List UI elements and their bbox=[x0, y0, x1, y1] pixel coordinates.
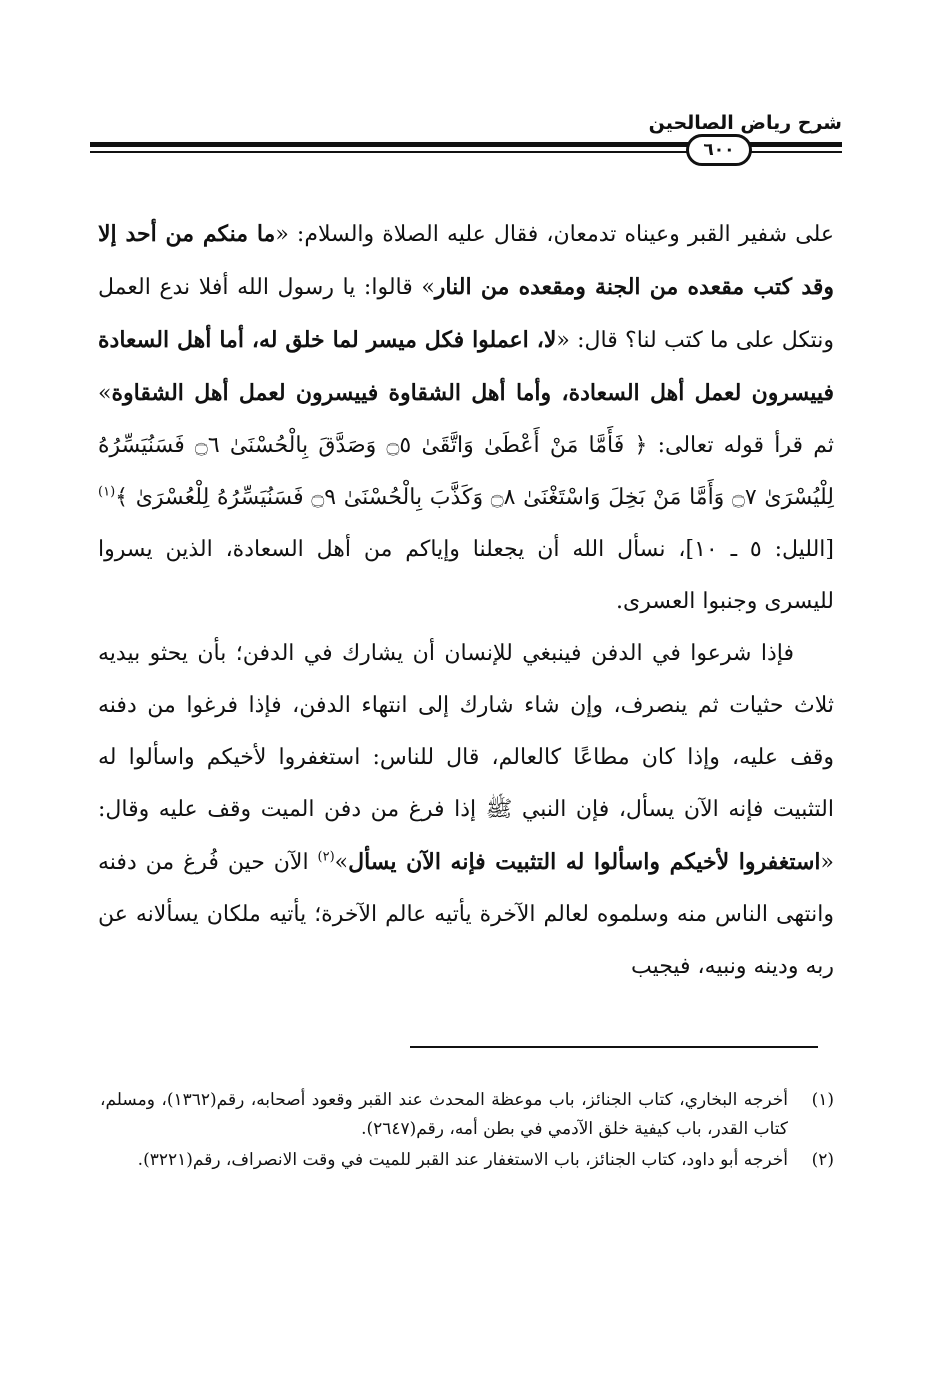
footnote-1 bbox=[100, 1086, 834, 1144]
footnote-text: أخرجه البخاري، كتاب الجنائز، باب موعظة المحدث عند القبر وقعود أصحابه، رقم(١٣٦٢)، ومسلم، كتاب القدر، باب كيفية خلق الآدمي في بطن أمه، رقم(٢٦٤٧). bbox=[100, 1090, 788, 1139]
main-text bbox=[98, 208, 834, 993]
hadith-quote: لا، اعملوا فكل ميسر لما خلق له، أما أهل السعادة فييسرون لعمل أهل السعادة، وأما أهل الشقاوة فييسرون لعمل أهل الشقاوة bbox=[98, 327, 834, 406]
footnote-number: (١) bbox=[811, 1090, 834, 1110]
text-run: [الليل: ٥ ـ ١٠]، نسأل الله أن يجعلنا وإياكم من أهل السعادة، الذين يسروا لليسرى وجنبوا العسرى. bbox=[98, 537, 834, 614]
paragraph-2 bbox=[98, 628, 834, 993]
paragraph-1 bbox=[98, 208, 834, 628]
text-run: » قالوا: يا رسول الله أفلا ندع العمل ونتكل على ما كتب لنا؟ قال: « bbox=[98, 275, 834, 353]
book-title: شرح رياض الصالحين bbox=[648, 112, 842, 134]
footnote-number: (٢) bbox=[811, 1150, 834, 1170]
footnote-ref: (٢) bbox=[317, 849, 335, 865]
text-run: » bbox=[334, 850, 349, 875]
footnote-ref: (١) bbox=[98, 484, 116, 500]
hadith-quote: ما منكم من أحد إلا وقد كتب مقعده من الجنة ومقعده من النار bbox=[98, 221, 835, 300]
quran-verse: » ثم قرأ قوله تعالى: ﴿ فَأَمَّا مَنْ أَعْطَىٰ وَاتَّقَىٰ ۝٥ وَصَدَّقَ بِالْحُسْنَىٰ ۝٦ فَسَنُيَسِّرُهُ لِلْيُسْرَىٰ ۝٧ وَأَمَّا مَنْ بَخِلَ وَاسْتَغْنَىٰ ۝٨ وَكَذَّبَ بِالْحُسْنَىٰ ۝٩ فَسَنُيَسِّرُهُ لِلْعُسْرَىٰ ﴾ bbox=[98, 381, 834, 510]
text-run: الآن حين فُرغ من دفنه وانتهى الناس منه وسلموه لعالم الآخرة يأتيه عالم الآخرة؛ يأتيه ملكان يسألانه عن ربه ودينه ونبيه، فيجيب bbox=[98, 850, 834, 979]
text-run: فإذا شرعوا في الدفن فينبغي للإنسان أن يشارك في الدفن؛ بأن يحثو بيديه ثلاث حثيات ثم ينصرف، وإن شاء شارك إلى انتهاء الدفن، فإذا فرغوا من دفنه وقف عليه، وإذا كان مطاعًا كالعالم، قال للناس: استغفروا لأخيكم واسألوا له التثبيت فإنه الآن يسأل، فإن النبي ﷺ إذا فرغ من دفن الميت وقف عليه وقال: « bbox=[98, 641, 835, 875]
page-number: ٦٠٠ bbox=[686, 134, 752, 166]
footnote-separator bbox=[410, 1046, 818, 1048]
footnote-text: أخرجه أبو داود، كتاب الجنائز، باب الاستغفار عند القبر للميت في وقت الانصراف، رقم(٣٢٢١). bbox=[137, 1150, 788, 1170]
page-header bbox=[90, 112, 842, 162]
text-run: على شفير القبر وعيناه تدمعان، فقال عليه الصلاة والسلام: « bbox=[275, 222, 834, 247]
footnote-2 bbox=[100, 1146, 834, 1175]
hadith-quote: استغفروا لأخيكم واسألوا له التثبيت فإنه الآن يسأل bbox=[348, 849, 821, 875]
footnotes bbox=[100, 1086, 834, 1177]
